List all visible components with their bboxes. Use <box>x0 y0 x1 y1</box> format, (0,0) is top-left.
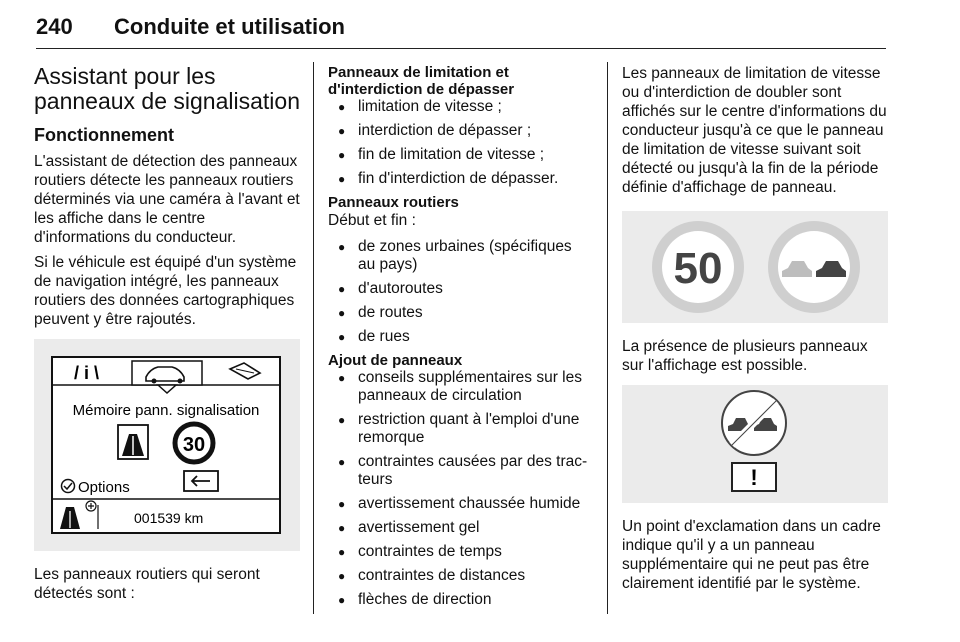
exclamation-mark: ! <box>750 465 758 490</box>
speed-and-overtake-signs-figure <box>622 211 888 323</box>
page-header <box>36 12 886 52</box>
motorway-sign-icon <box>118 425 148 459</box>
column-3 <box>622 64 888 599</box>
section-heading: Assistant pour les panneaux de signalisation <box>34 63 300 114</box>
paragraph: Les panneaux routiers qui seront détectés sont : <box>34 566 260 602</box>
header-rule <box>36 48 886 49</box>
column-2 <box>328 64 592 615</box>
odometer-reading: 001539 km <box>134 510 204 526</box>
list-heading: Ajout de panneaux <box>328 352 463 369</box>
list-item: ● de routes <box>328 304 592 322</box>
end-no-overtaking-figure <box>622 385 888 503</box>
column-divider-1 <box>313 62 314 614</box>
list-item: ● fin de limitation de vitesse ; <box>328 146 592 164</box>
list-item: ● limitation de vitesse ; <box>328 98 592 116</box>
plus-sign-icon <box>86 501 96 511</box>
list-intro: Début et fin : <box>328 212 416 229</box>
back-arrow-icon <box>184 471 218 491</box>
chapter-title: Conduite et utilisation <box>114 14 345 39</box>
speed-limit-value: 30 <box>182 434 206 456</box>
list-item: ● avertissement chaussée humide <box>328 495 592 513</box>
paragraph: Un point d'exclamation dans un cadre indique qu'il y a un panneau supplémentaire qui ne peut pas être clairement identifié par le système. <box>622 518 881 592</box>
paragraph: L'assistant de détection des panneaux routiers détecte les panneaux routiers déterminés via une caméra à l'avant et les affiche dans le centre d'informations du conducteur. <box>34 153 300 246</box>
list-item: ● flèches de direction <box>328 591 592 609</box>
list-item: ● avertissement gel <box>328 519 592 537</box>
column-1 <box>34 64 300 609</box>
paragraph: Les panneaux de limitation de vitesse ou d'interdiction de doubler sont affichés sur le centre d'informations du conducteur jusqu'à ce que le panneau de limitation de vitesse suivant soit détecté ou jusqu'à la fin de la période définie d'affichage de panneau. <box>622 65 887 196</box>
list-item: ● restriction quant à l'emploi d'une remorque <box>328 411 592 447</box>
speed-limit-value: 50 <box>673 244 723 293</box>
list-item: ● conseils supplémentaires sur les panneaux de circulation <box>328 369 592 405</box>
no-overtaking-sign <box>768 221 860 313</box>
subsection-heading: Fonctionnement <box>34 125 174 145</box>
paragraph: La présence de plusieurs panneaux sur l'affichage est possible. <box>622 338 868 374</box>
options-label[interactable]: Options <box>78 479 130 496</box>
list-item: ● d'autoroutes <box>328 280 592 298</box>
list-heading: Panneaux de limitation et d'interdiction de dépasser <box>328 64 515 98</box>
display-illustration <box>34 339 300 551</box>
list-item: ● de zones urbaines (spécifiques au pays) <box>328 238 592 274</box>
tab-signs-label: / i \ <box>74 363 100 383</box>
driver-info-display-figure <box>34 339 300 551</box>
list-item: ● de rues <box>328 328 592 346</box>
list-item: ● contraintes de distances <box>328 567 592 585</box>
list-item: ● interdiction de dépasser ; <box>328 122 592 140</box>
sign-list-additional <box>328 369 592 609</box>
list-item: ● fin d'interdiction de dépasser. <box>328 170 592 188</box>
sign-list-limits <box>328 98 592 188</box>
speed-limit-50-sign <box>652 221 744 313</box>
column-divider-2 <box>607 62 608 614</box>
menu-title: Mémoire pann. signalisation <box>72 402 260 419</box>
sign-list-roads <box>328 238 592 346</box>
list-item: ● contraintes de temps <box>328 543 592 561</box>
end-of-no-overtaking-sign <box>722 391 786 455</box>
list-heading: Panneaux routiers <box>328 194 459 211</box>
paragraph: Si le véhicule est équipé d'un système de navigation intégré, les panneaux routiers des données cartographiques peuvent y être rajoutés. <box>34 254 297 328</box>
list-item: ● contraintes causées par des tracteurs <box>328 453 592 489</box>
page-number: 240 <box>36 14 73 39</box>
